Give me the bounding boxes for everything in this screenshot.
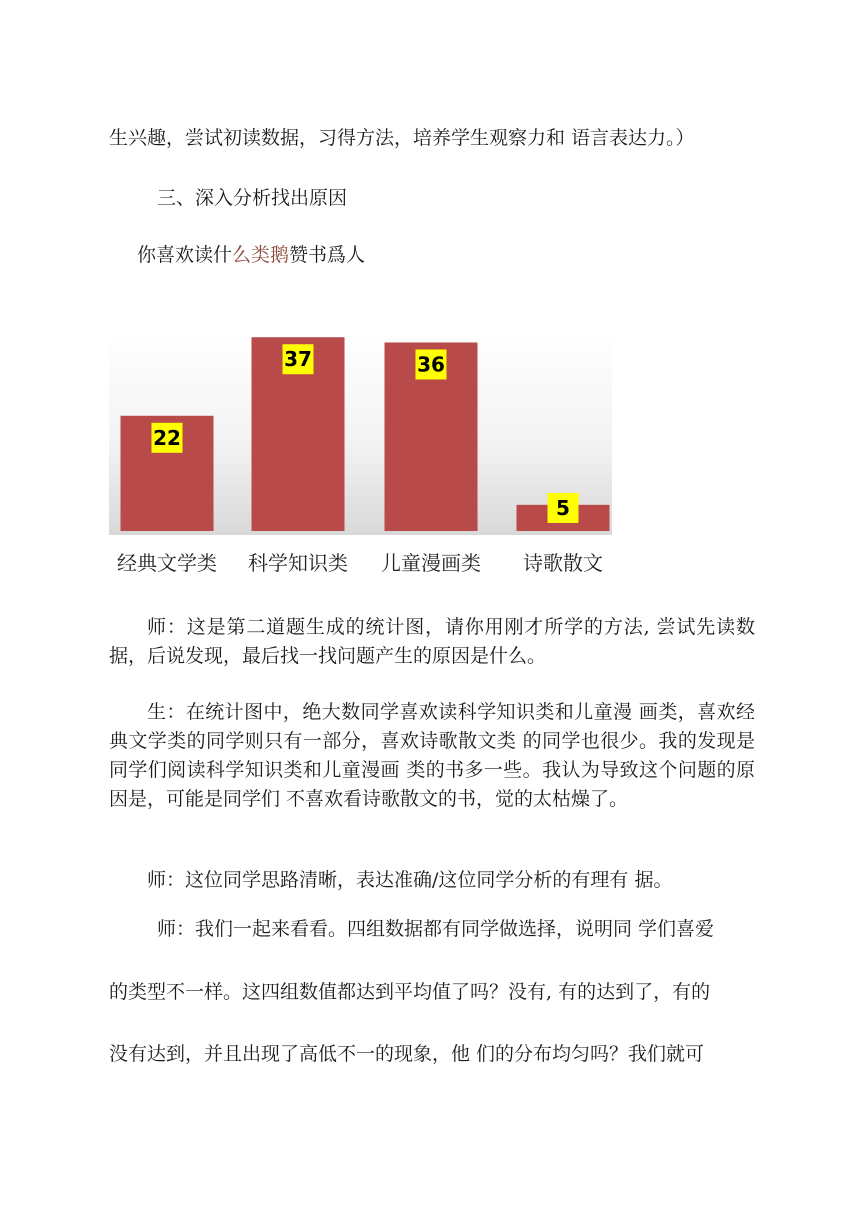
teacher-prompt-1: 师：这是第二道题生成的统计图，请你用刚才所学的方法, 尝试先读数据，后说发现，最后找一找问题产生的原因是什么。: [109, 616, 755, 667]
caption-suffix: 赞书爲人: [289, 244, 366, 266]
bar-chart-svg: [109, 330, 612, 578]
bar-chart: [109, 330, 612, 578]
data-label-4: 5: [556, 496, 570, 520]
category-label-4: 诗歌散文: [523, 551, 603, 575]
student-answer: 生：在统计图中，绝大数同学喜欢读科学知识类和儿童漫 画类，喜欢经典文学类的同学则只有一部分，喜欢诗歌散文类 的同学也很少。我的发现是同学们阅读科学知识类和儿童漫画 类的书多一些。我认为导致这个问题的原因是，可能是同学们 不喜欢看诗歌散文的书，觉的太枯燥了。: [109, 701, 755, 810]
teacher-prompt-3-line3: 没有达到，并且出现了高低不一的现象，他 们的分布均匀吗？我们就可: [109, 1043, 705, 1065]
caption-prefix: 你喜欢读什: [137, 244, 233, 266]
category-label-2: 科学知识类: [248, 551, 348, 575]
data-label-3: 36: [417, 352, 445, 377]
teacher-prompt-3-line1: 师：我们一起来看看。四组数据都有同学做选择，说明同 学们喜爱: [157, 918, 715, 940]
category-label-1: 经典文学类: [117, 551, 217, 575]
data-label-1: 22: [153, 425, 181, 450]
teacher-comment: 师：这位同学思路清晰，表达准确/这位同学分析的有理有 据。: [147, 869, 673, 891]
section-title: 三、深入分析找出原因: [157, 187, 348, 209]
intro-line: 生兴趣，尝试初读数据，习得方法，培养学生观察力和 语言表达力。）: [109, 127, 695, 149]
category-label-3: 儿童漫画类: [381, 551, 481, 575]
chart-caption: [137, 241, 785, 270]
teacher-prompt-3-line2: 的类型不一样。这四组数值都达到平均值了吗？没有, 有的达到了，有的: [109, 981, 711, 1003]
data-label-2: 37: [284, 347, 312, 372]
caption-garbled: 么类鹅: [232, 244, 290, 266]
